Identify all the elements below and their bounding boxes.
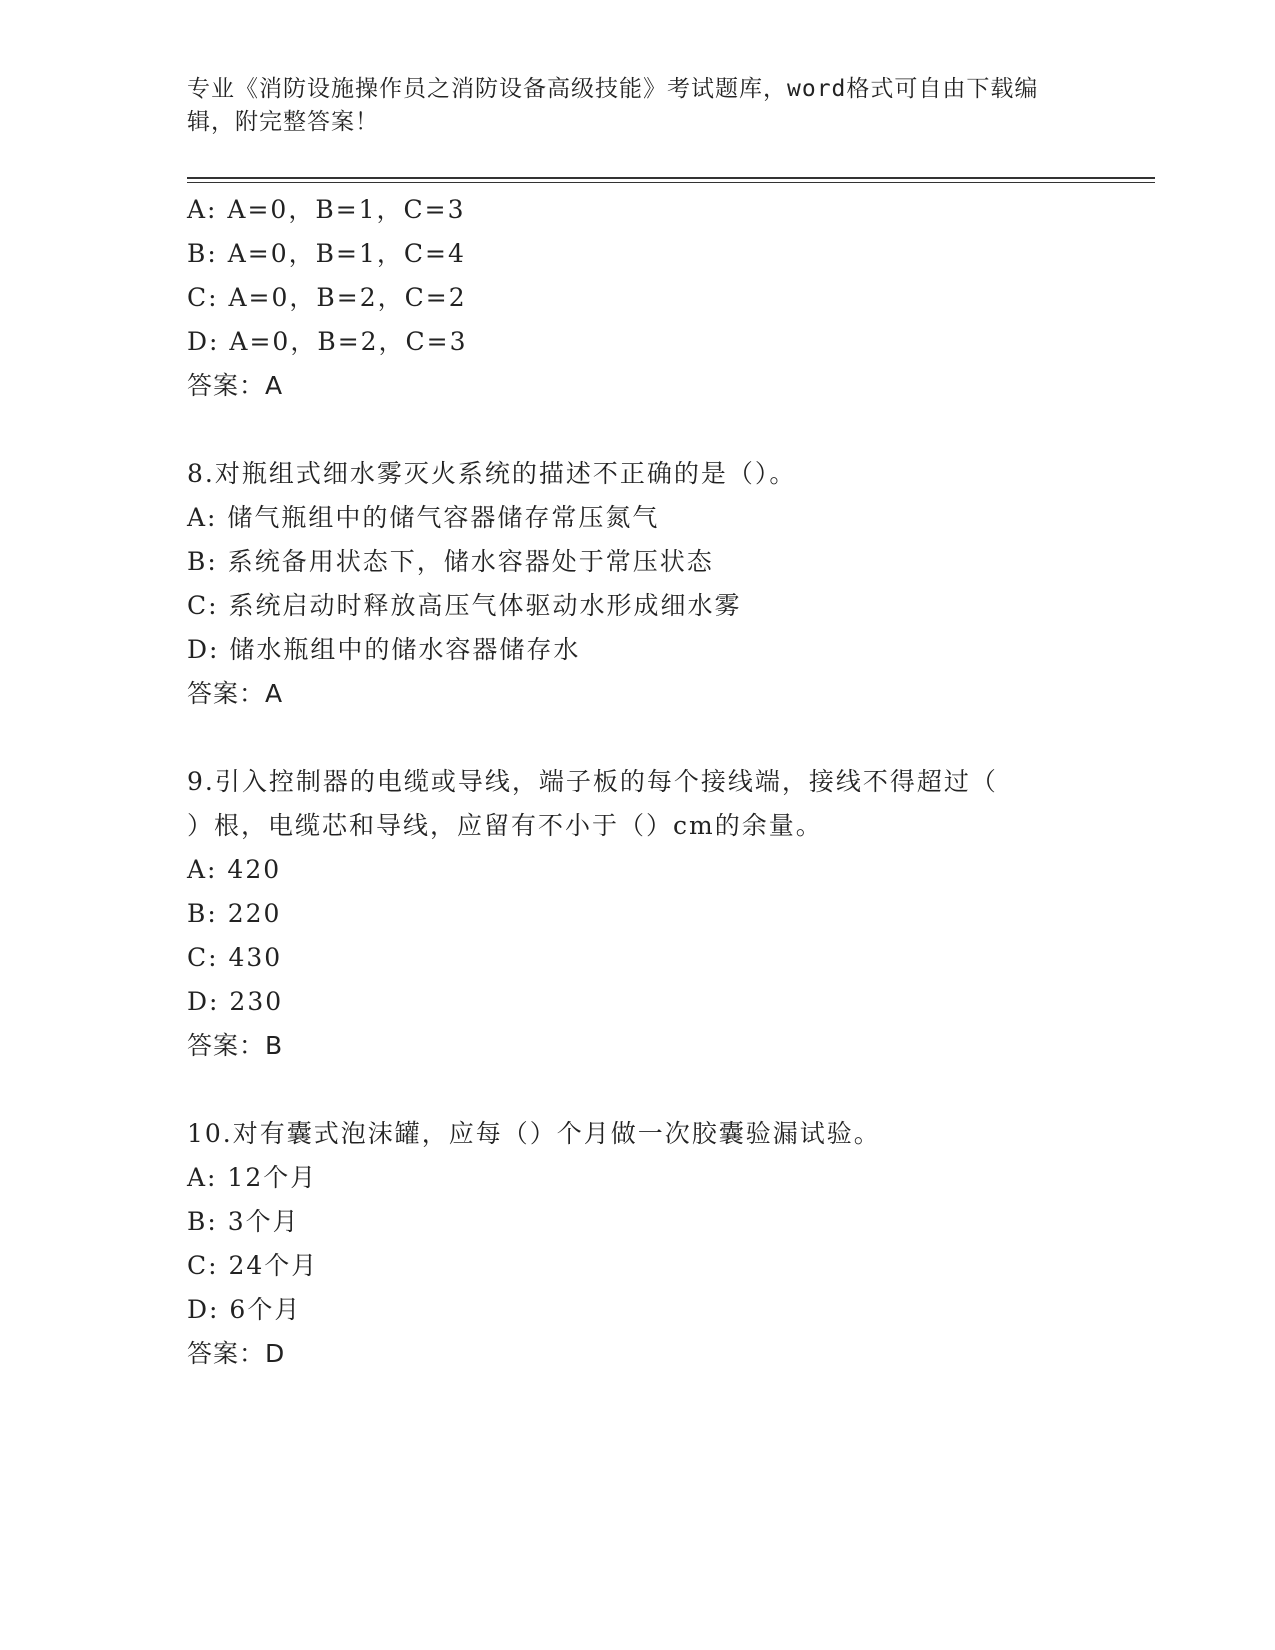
q10-question: 10.对有囊式泡沫罐，应每（）个月做一次胶囊验漏试验。	[187, 1119, 881, 1148]
q7-option-a: A: A=0，B=1，C=3	[187, 195, 466, 224]
q7-answer: 答案：A	[187, 371, 284, 400]
header-divider-thin	[187, 182, 1155, 183]
q9-option-d: D: 230	[187, 987, 284, 1016]
header-line-1: 专业《消防设施操作员之消防设备高级技能》考试题库，word格式可自由下载编	[187, 76, 1039, 102]
q9-option-c: C: 430	[187, 943, 283, 972]
q8-option-b: B: 系统备用状态下，储水容器处于常压状态	[187, 547, 714, 576]
q9-option-b: B: 220	[187, 899, 282, 928]
q7-option-c: C: A=0，B=2，C=2	[187, 283, 467, 312]
q7-option-b: B: A=0，B=1，C=4	[187, 239, 466, 268]
q8-option-a: A: 储气瓶组中的储气容器储存常压氮气	[187, 503, 660, 532]
q10-option-d: D: 6个月	[187, 1295, 302, 1324]
q7-option-d: D: A=0，B=2，C=3	[187, 327, 468, 356]
header-line-2: 辑，附完整答案！	[187, 109, 379, 135]
q8-question: 8.对瓶组式细水雾灭火系统的描述不正确的是（）。	[187, 459, 797, 488]
q10-option-c: C: 24个月	[187, 1251, 319, 1280]
q9-option-a: A: 420	[187, 855, 282, 884]
document-header	[187, 73, 1067, 139]
q9-question-line-1: 9.引入控制器的电缆或导线，端子板的每个接线端，接线不得超过（	[187, 767, 998, 796]
q8-answer: 答案：A	[187, 679, 284, 708]
q8-option-c: C: 系统启动时释放高压气体驱动水形成细水雾	[187, 591, 742, 620]
q8-option-d: D: 储水瓶组中的储水容器储存水	[187, 635, 581, 664]
header-divider-thick	[187, 177, 1155, 179]
q9-question-line-2: ）根，电缆芯和导线，应留有不小于（）cm的余量。	[187, 811, 823, 840]
q9-answer: 答案：B	[187, 1031, 284, 1060]
q10-option-a: A: 12个月	[187, 1163, 318, 1192]
q10-option-b: B: 3个月	[187, 1207, 300, 1236]
q10-answer: 答案：D	[187, 1339, 286, 1368]
